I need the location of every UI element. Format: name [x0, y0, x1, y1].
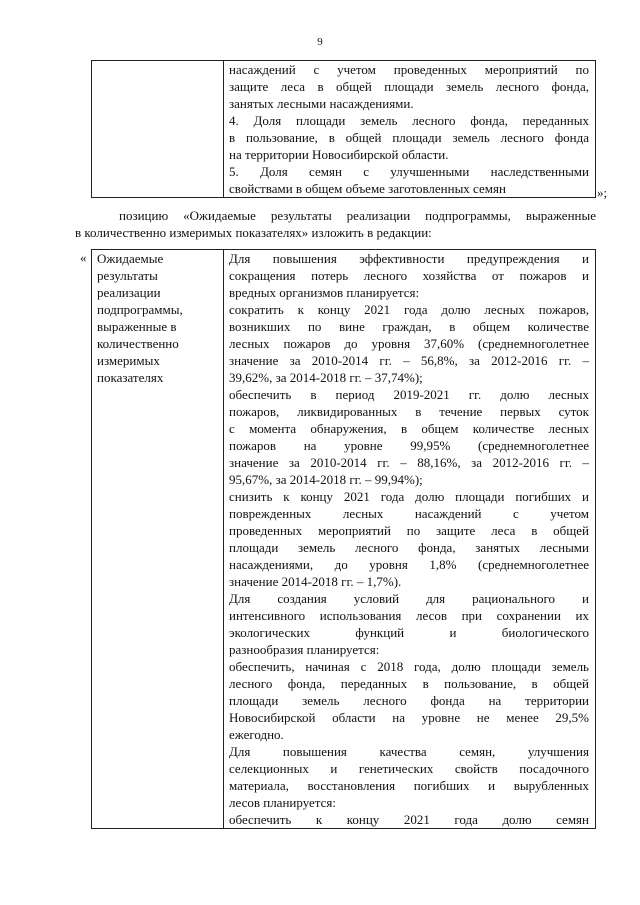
table2-left-line: реализации	[97, 285, 161, 300]
table2-right-line: Для повышения эффективности предупреждения и	[229, 251, 589, 266]
table2-right-line: Для создания условий для рационального и	[229, 591, 589, 606]
table1-left-cell	[92, 61, 224, 198]
table2-right-line: лесных пожаров до уровня 37,60% (среднемноголетнее	[229, 336, 589, 351]
page-number: 9	[317, 36, 323, 48]
table2-right-line: Для повышения качества семян, улучшения	[229, 744, 589, 759]
closing-quote: »;	[597, 185, 608, 200]
table1-line: на территории Новосибирской области.	[229, 147, 449, 162]
table2-right-line: обеспечить, начиная с 2018 года, долю площади земель	[229, 659, 589, 674]
paragraph-text-2: в количественно измеримых показателях» изложить в редакции:	[75, 225, 432, 240]
table2-right-line: вредных организмов планируется:	[229, 285, 420, 300]
paragraph-text-1: позицию «Ожидаемые результаты реализации подпрограммы, выраженные	[119, 208, 596, 223]
table2-left-line: подпрограммы,	[97, 302, 183, 317]
table2-right-line: интенсивного использования лесов при сохранении их	[229, 608, 589, 623]
table2-right-line: возникших по вине граждан, в общем количестве	[229, 319, 589, 334]
table2-right-line: поврежденных лесных насаждений с учетом	[229, 506, 589, 521]
table1-right-cell	[224, 61, 596, 198]
table2-right-line: проведенных мероприятий по защите леса в общей	[229, 523, 589, 538]
table2-right-line: лесного фонда, переданных в пользование, в общей	[229, 676, 589, 691]
table2-right-cell	[224, 250, 596, 829]
table1-line: 5. Доля семян с улучшенными наследственными	[229, 164, 589, 179]
table2-right-line: ежегодно.	[229, 727, 284, 742]
table1-line: свойствами в общем объеме заготовленных семян	[229, 181, 506, 196]
table2-left-line: измеримых	[97, 353, 160, 368]
opening-quote: «	[80, 250, 87, 265]
paragraph-line-2	[75, 224, 596, 241]
table2-right-line: Новосибирской области на уровне не менее 29,5%	[229, 710, 589, 725]
table2-right-line: насаждениями, до уровня 1,8% (среднемноголетнее	[229, 557, 589, 572]
table2-left-cell	[92, 250, 224, 829]
table2-right-text	[229, 250, 589, 828]
table2-right-line: экологических функций и биологического	[229, 625, 589, 640]
table2-left-line: показателях	[97, 370, 164, 385]
table2-right-line: значение за 2010-2014 гг. – 88,16%, за 2012-2016 гг. –	[229, 455, 589, 470]
table2-right-line: пожаров, ликвидированных в течение первых суток	[229, 404, 589, 419]
table2-left-text	[97, 250, 217, 386]
table1-text	[229, 61, 589, 197]
table2-left-line: результаты	[97, 268, 158, 283]
table-previous-section	[91, 60, 596, 198]
table1-line: защите леса в общей площади земель лесного фонда,	[229, 79, 589, 94]
table2-left-line: Ожидаемые	[97, 251, 164, 266]
table2-right-line: снизить к концу 2021 года долю площади погибших и	[229, 489, 589, 504]
table-expected-results	[91, 249, 596, 829]
table1-line: 4. Доля площади земель лесного фонда, переданных	[229, 113, 589, 128]
table2-right-line: пожаров на уровне 99,95% (среднемноголетнее	[229, 438, 589, 453]
table2-left-line: выраженные в	[97, 319, 177, 334]
table2-right-line: разнообразия планируется:	[229, 642, 380, 657]
table2-right-line: сократить к концу 2021 года долю лесных пожаров,	[229, 302, 589, 317]
table2-right-line: значение 2014-2018 гг. – 1,7%).	[229, 574, 402, 589]
table1-line: в пользование, в общей площади земель лесного фонда	[229, 130, 589, 145]
table2-right-line: материала, восстановления погибших и вырубленных	[229, 778, 589, 793]
table2-right-line: обеспечить к концу 2021 года долю семян	[229, 812, 589, 827]
table1-line: насаждений с учетом проведенных мероприятий по	[229, 62, 589, 77]
table2-right-line: площади земель лесного фонда на территории	[229, 693, 589, 708]
table2-right-line: сокращения потерь лесного хозяйства от пожаров и	[229, 268, 589, 283]
table2-left-line: количественно	[97, 336, 179, 351]
table2-right-line: 95,67%, за 2014-2018 гг. – 99,94%);	[229, 472, 423, 487]
paragraph-line-1	[75, 207, 596, 224]
table2-right-line: селекционных и генетических свойств посадочного	[229, 761, 589, 776]
table2-right-line: обеспечить в период 2019-2021 гг. долю лесных	[229, 387, 589, 402]
table1-line: занятых лесными насаждениями.	[229, 96, 414, 111]
table2-right-line: с момента обнаружения, в общем количестве лесных	[229, 421, 589, 436]
table2-right-line: лесов планируется:	[229, 795, 336, 810]
table2-right-line: 39,62%, за 2014-2018 гг. – 37,74%);	[229, 370, 423, 385]
table2-right-line: значение за 2010-2014 гг. – 56,8%, за 2012-2016 гг. –	[229, 353, 589, 368]
table2-right-line: площади земель лесного фонда, занятых лесными	[229, 540, 589, 555]
